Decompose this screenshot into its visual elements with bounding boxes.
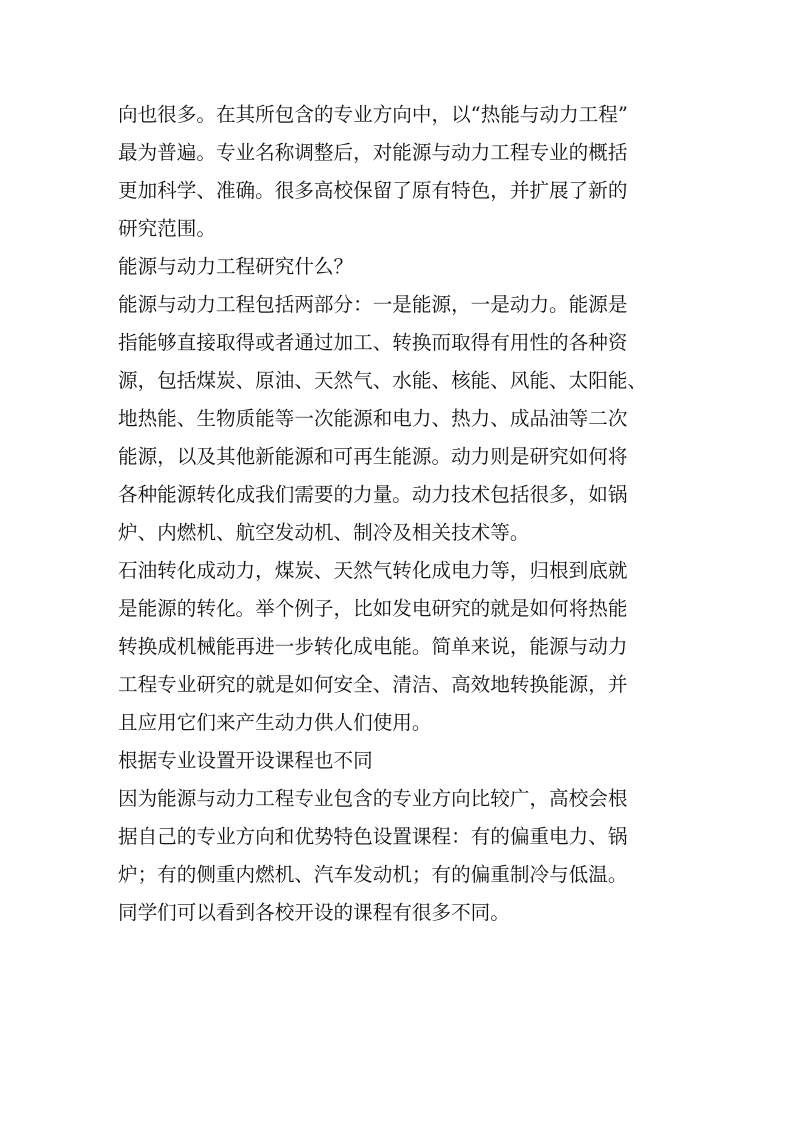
text-line: 炉、内燃机、航空发动机、制冷及相关技术等。 xyxy=(118,521,530,544)
text-line: 是能源的转化。举个例子，比如发电研究的就是如何将热能 xyxy=(118,597,628,620)
paragraph-intro-continued xyxy=(118,96,676,248)
text-line: 向也很多。在其所包含的专业方向中，以“热能与动力工程” xyxy=(118,103,628,126)
text-line: 转换成机械能再进一步转化成电能。简单来说，能源与动力 xyxy=(118,635,628,658)
text-line: 能源，以及其他新能源和可再生能源。动力则是研究如何将 xyxy=(118,445,628,468)
paragraph-energy-and-power xyxy=(118,286,676,552)
section-heading: 根据专业设置开设课程也不同 xyxy=(118,749,373,772)
text-line: 据自己的专业方向和优势特色设置课程：有的偏重电力、锅 xyxy=(118,825,628,848)
text-line: 各种能源转化成我们需要的力量。动力技术包括很多，如锅 xyxy=(118,483,628,506)
text-line: 源，包括煤炭、原油、天然气、水能、核能、风能、太阳能、 xyxy=(118,369,648,392)
heading-curriculum xyxy=(118,742,676,780)
text-line: 因为能源与动力工程专业包含的专业方向比较广，高校会根 xyxy=(118,787,628,810)
text-line: 石油转化成动力，煤炭、天然气转化成电力等，归根到底就 xyxy=(118,559,628,582)
heading-research-content xyxy=(118,248,676,286)
text-line: 研究范围。 xyxy=(118,217,216,240)
paragraph-energy-conversion xyxy=(118,552,676,742)
text-line: 能源与动力工程包括两部分：一是能源，一是动力。能源是 xyxy=(118,293,628,316)
section-heading: 能源与动力工程研究什么？ xyxy=(118,255,354,278)
text-line: 工程专业研究的就是如何安全、清洁、高效地转换能源，并 xyxy=(118,673,628,696)
document-body xyxy=(118,96,676,932)
text-line: 指能够直接取得或者通过加工、转换而取得有用性的各种资 xyxy=(118,331,628,354)
text-line: 且应用它们来产生动力供人们使用。 xyxy=(118,711,432,734)
text-line: 炉；有的侧重内燃机、汽车发动机；有的偏重制冷与低温。 xyxy=(118,863,628,886)
text-line: 更加科学、准确。很多高校保留了原有特色，并扩展了新的 xyxy=(118,179,628,202)
text-line: 最为普遍。专业名称调整后，对能源与动力工程专业的概括 xyxy=(118,141,628,164)
text-line: 地热能、生物质能等一次能源和电力、热力、成品油等二次 xyxy=(118,407,628,430)
text-line: 同学们可以看到各校开设的课程有很多不同。 xyxy=(118,901,510,924)
paragraph-curriculum xyxy=(118,780,676,932)
